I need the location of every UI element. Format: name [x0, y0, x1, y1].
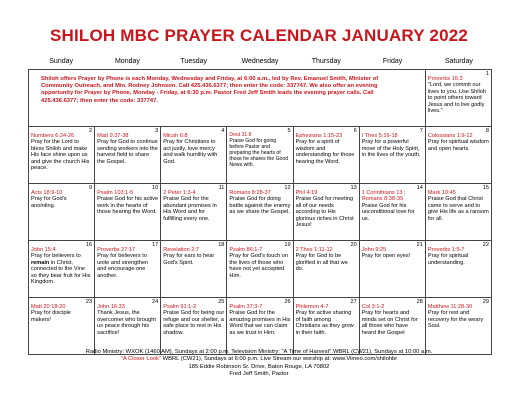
scripture-reference: Micah 6:8: [163, 133, 188, 139]
scripture-reference: Proverbs 16:3: [427, 76, 463, 82]
day-cell: [294, 298, 360, 355]
prayer-by-phone-announcement: [29, 70, 426, 127]
weekday-thursday: Thursday: [311, 58, 341, 65]
scripture-reference: Acts 18:9-10: [31, 190, 63, 196]
day-number: 13: [350, 185, 357, 191]
prayer-text: Praise God for his unconditional love for us.: [361, 202, 415, 222]
day-cell: [426, 184, 492, 241]
scripture-reference: Psalm 37:3-7: [229, 304, 263, 310]
prayer-text: Pray for God to continue sending workers into the harvest field to share the Gospel.: [97, 139, 158, 165]
ministry-footer: [0, 349, 518, 378]
day-cell: [227, 298, 293, 355]
prayer-text: Praise God for the abundant promises in His Word and for fulfilling every one.: [163, 196, 217, 222]
day-cell: [426, 127, 492, 184]
day-cell: [227, 127, 293, 184]
prayer-text: Pray for believers to unite and strengthen and encourage one another.: [97, 253, 149, 279]
footer-address: 185 Eddie Robinson Sr. Drive, Baton Rouge, LA 70802: [188, 363, 330, 370]
calendar-grid: [28, 69, 492, 355]
day-number: 2: [89, 128, 93, 134]
day-number: 26: [284, 299, 291, 305]
day-number: 9: [89, 185, 93, 191]
prayer-text: Pray for rest and recovery for the weary Soul.: [427, 310, 484, 330]
scripture-reference: Numbers 6:24-26: [31, 133, 75, 139]
footer-livestream-text: WBRL (CW21), Sundays at 6:00 p.m. Live Stream our worship at: www.Vimeo.com/shilohbr: [161, 356, 398, 363]
day-number: 14: [416, 185, 423, 191]
prayer-text: Pray for a spirit of wisdom and understanding for those hearing the Word.: [295, 139, 355, 165]
scripture-reference: Psalm 103:1-5: [97, 190, 134, 196]
day-cell: [95, 298, 161, 355]
scripture-reference: Matt 20:18-20: [31, 304, 66, 310]
day-cell: [227, 184, 293, 241]
scripture-reference: Deut 31:8: [229, 132, 252, 138]
day-cell: [161, 298, 227, 355]
day-number: 12: [284, 185, 291, 191]
prayer-text: Praise God that Christ came to serve and to give His life as a ransom for all.: [427, 196, 489, 222]
day-cell: [95, 241, 161, 298]
day-cell: [360, 241, 426, 298]
day-number: 22: [482, 242, 489, 248]
day-number: 5: [287, 128, 291, 134]
day-number: 4: [221, 128, 225, 134]
footer-pastor: Fred Jeff Smith, Pastor: [229, 370, 289, 377]
weekday-header-row: [28, 55, 492, 69]
scripture-reference: Proverbs 27:17: [97, 247, 136, 253]
footer-livestream-line: [0, 356, 518, 363]
page-title: SHILOH MBC PRAYER CALENDAR JANUARY 2022: [49, 26, 469, 45]
day-number: 7: [419, 128, 423, 134]
day-number: 1: [485, 71, 489, 77]
calendar: [28, 55, 492, 355]
weekday-wednesday: Wednesday: [241, 58, 279, 65]
weekday-tuesday: Tuesday: [180, 58, 207, 65]
day-cell: [294, 184, 360, 241]
day-number: 15: [482, 185, 489, 191]
scripture-reference: Phil 4:19: [295, 190, 318, 196]
scripture-reference: Psalm 86:1-7: [229, 247, 263, 253]
prayer-text: Pray for ears to hear God's Spirit.: [163, 253, 215, 266]
prayer-text: Pray for Christians to act justly, love mercy and walk humility with God.: [163, 139, 218, 165]
prayer-text: Pray for a powerful move of the Holy Spirit, in the lives of the youth.: [361, 139, 421, 159]
scripture-reference: Psalm 91:1-2: [163, 304, 197, 310]
day-number: 11: [218, 185, 225, 191]
day-number: 6: [353, 128, 357, 134]
prayer-text: Pray for God's touch on the lives of those who have not yet accepted Him.: [229, 253, 289, 279]
prayer-text: Pray for spiritual understanding.: [427, 253, 469, 266]
day-number: 29: [482, 299, 489, 305]
day-number: 20: [350, 242, 357, 248]
prayer-text-emphasis: remain: [31, 259, 50, 266]
scripture-reference: I Thes 5:16-18: [361, 133, 398, 139]
weekday-friday: Friday: [382, 58, 403, 65]
weekday-sunday: Sunday: [49, 58, 74, 65]
day-cell: [360, 184, 426, 241]
prayer-text: Pray for God's anointing.: [31, 196, 67, 209]
scripture-reference: Matthew 11:28-30: [427, 304, 473, 310]
prayer-text: Pray for active sharing of faith among Christians as they grow in their faith.: [295, 310, 354, 336]
scripture-reference: John 16:33: [97, 304, 125, 310]
day-cell: [426, 298, 492, 355]
scripture-reference: Proverbs 1:5-7: [427, 247, 465, 253]
day-number: 19: [284, 242, 291, 248]
day-cell: [29, 127, 95, 184]
prayer-text: Praise God for the amazing promises in His Word that we can claim as we trust in Him.: [229, 310, 291, 336]
scripture-reference: Ephesians 1:15-23: [295, 133, 343, 139]
scripture-reference: Colossians 1:9-12: [427, 133, 473, 139]
footer-program-name: "A Closer Look": [120, 356, 162, 363]
scripture-reference: John 9:25: [361, 247, 387, 253]
prayer-text: Pray for disciple makers!: [31, 310, 71, 323]
day-cell: [161, 184, 227, 241]
scripture-reference: Philemon 4-7: [295, 304, 329, 310]
prayer-text: Praise God for his active work in the hearts of those hearing the Word.: [97, 196, 159, 216]
prayer-text: Pray for open eyes!: [361, 253, 411, 260]
day-number: 24: [152, 299, 159, 305]
announcement-text: Shiloh offers Prayer by Phone is each Monday, Wednesday and Friday, at 6:00 a.m., led by Rev. Emanuel Smith, Minister of Community Outreach, and Min. Rodney Johnson. Call 425.436.6377; then enter the code: 337747. We also offer an evening opportunity for Prayer by Phone, Monday - Friday, at 6:30 p.m. Pastor Fred Jeff Smith leads the evening prayer calls. Call 425.436.6377; then enter the code: 337747.: [41, 76, 379, 104]
day-cell: [294, 127, 360, 184]
scripture-reference: Revelation 2:7: [163, 247, 200, 253]
day-number: 21: [416, 242, 423, 248]
day-cell: [294, 241, 360, 298]
day-number: 3: [155, 128, 159, 134]
day-cell: [426, 241, 492, 298]
prayer-text: Praise God for being our refuge and our shelter, a safe place to rest in His shadow.: [163, 310, 225, 336]
day-number: 28: [416, 299, 423, 305]
prayer-text: Praise God for meeting all of our needs according to His glorious riches in Christ Jesus!: [295, 196, 354, 229]
day-number: 23: [85, 299, 93, 305]
day-number: 25: [218, 299, 225, 305]
day-cell: [161, 241, 227, 298]
scripture-reference: 2 Peter 1:3-4: [163, 190, 196, 196]
day-cell: [29, 184, 95, 241]
prayer-text-pre: Pray for believers to: [31, 253, 81, 260]
day-cell: [95, 184, 161, 241]
prayer-text: Pray for God to be glorified in all that we do.: [295, 253, 348, 273]
footer-broadcast-line: Radio Ministry: WXOK (1460 AM), Sundays at 2:00 p.m. Television Ministry: "A Time of Harvest" WBRL (CW21), Sundays at 10:00 a.m.: [85, 349, 433, 355]
scripture-reference: Col 3:1-2: [361, 304, 385, 310]
scripture-reference: John 15:4: [31, 247, 56, 253]
day-cell: [360, 298, 426, 355]
day-number: 8: [485, 128, 489, 134]
prayer-text: Pray for hearts and minds set on Christ for all those who have heard the Gospel: [361, 310, 418, 336]
day-number: 10: [152, 185, 159, 191]
day-cell: [29, 298, 95, 355]
day-number: 18: [218, 242, 225, 248]
day-number: 16: [85, 242, 93, 248]
prayer-text: Praise God for going before Pastor and preparing the hearts of those he shares the Good News with.: [229, 137, 289, 168]
day-cell: [95, 127, 161, 184]
weekday-saturday: Saturday: [444, 58, 473, 65]
day-number: 27: [350, 299, 357, 305]
day-cell: [29, 241, 95, 298]
day-cell: [426, 70, 492, 127]
prayer-text: Praise God for doing battle against the enemy as we share the Gospel.: [229, 196, 291, 216]
scripture-reference: 2 Thes 1:11-12: [295, 247, 333, 253]
prayer-text: Pray for spiritual wisdom and open hearts.: [427, 139, 489, 152]
prayer-text: "Lord, we commit our lives to you. Use Shiloh to point others toward Jesus and to live godly lives.": [427, 82, 486, 115]
day-number: 17: [152, 242, 159, 248]
scripture-reference: Matt 9:37-38: [97, 133, 129, 139]
prayer-text: Pray for the Lord to bless Shiloh and make His face shine upon us and give the church His peace.: [31, 139, 90, 172]
weekday-monday: Monday: [114, 58, 140, 65]
day-cell: [360, 127, 426, 184]
scripture-reference: 1 Corinthians 13 ; Romans 8:38-39: [361, 190, 406, 203]
scripture-reference: Romans 8:28-37: [229, 190, 271, 196]
prayer-text: Thank Jesus, the overcomer who brought us peace through his sacrifice!: [97, 310, 156, 336]
day-cell: [161, 127, 227, 184]
prayer-text-post: in Christ, connected to the Vine so they bear fruit for His Kingdom.: [31, 259, 91, 286]
day-cell: [227, 241, 293, 298]
scripture-reference: Mark 10:45: [427, 190, 456, 196]
